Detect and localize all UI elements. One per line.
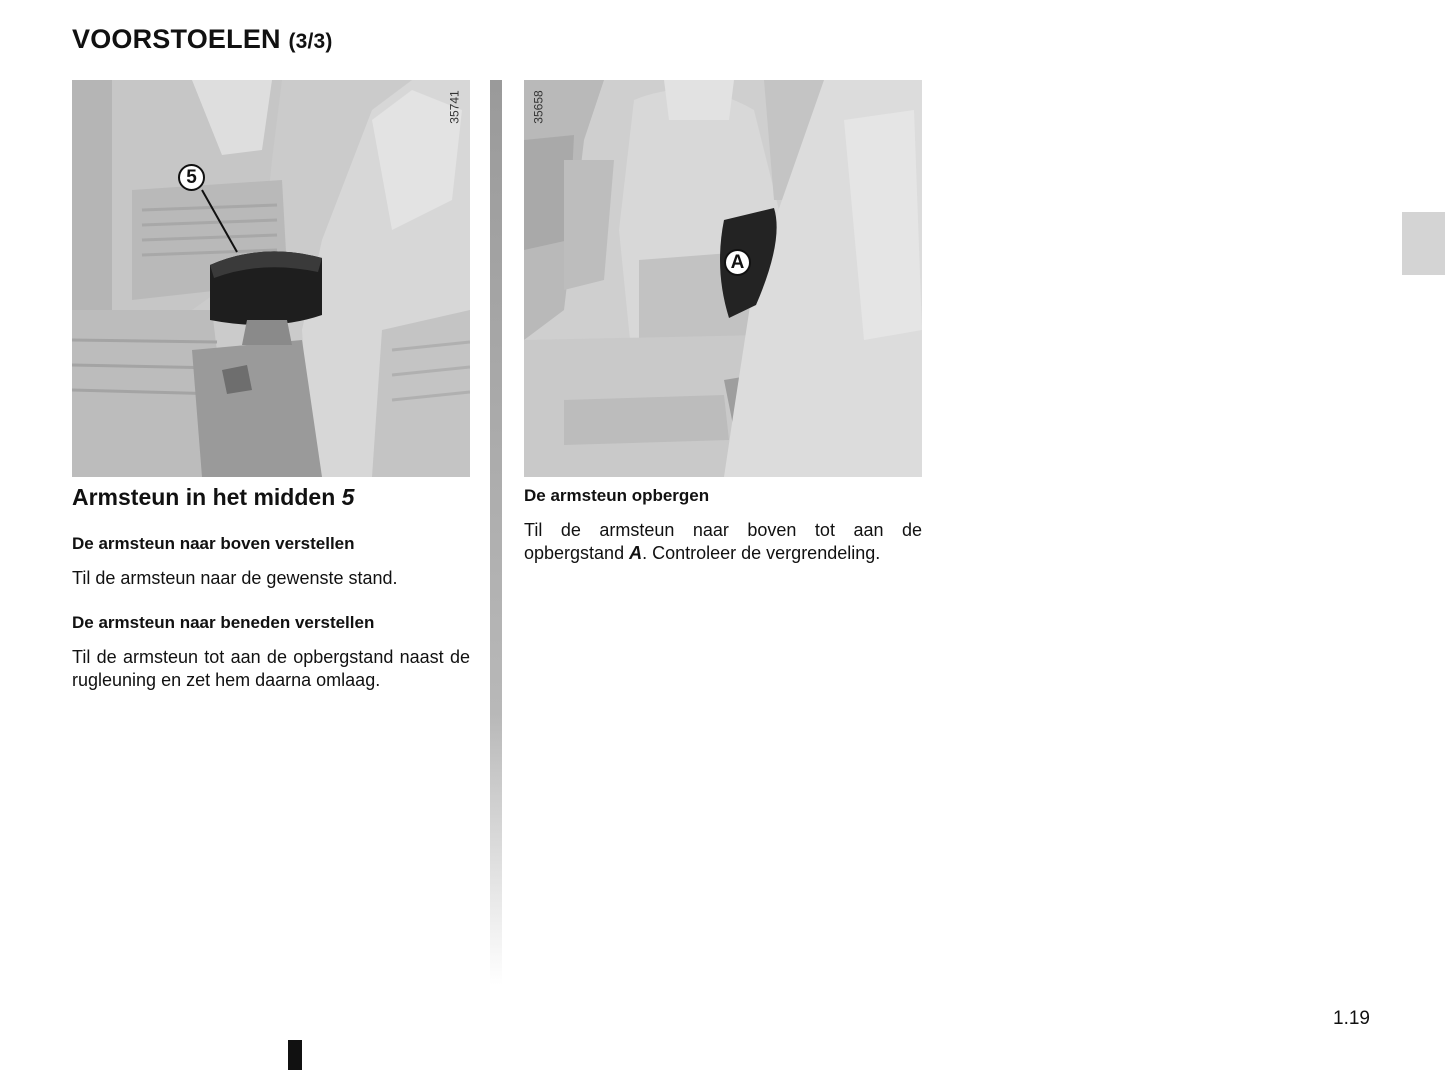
heading-reference: 5 (341, 484, 355, 510)
page-number: 1.19 (1333, 1008, 1370, 1029)
page-title-suffix: (3/3) (288, 30, 333, 53)
photo-code: 35658 (531, 90, 546, 124)
chapter-tab (1402, 212, 1445, 275)
paragraph-reference: A (629, 543, 643, 563)
callout-a: A (724, 249, 751, 276)
photo-code: 35741 (447, 90, 462, 124)
column-divider (490, 80, 502, 985)
armrest-stowed-photo (524, 80, 922, 477)
page-title (72, 24, 333, 55)
subheading-down: De armsteun naar beneden verstellen (72, 613, 375, 632)
section-heading: Armsteun in het midden 5 (72, 484, 355, 510)
armrest-center-photo (72, 80, 470, 477)
paragraph-stow: Til de armsteun naar boven tot aan de opbergstand A. Controleer de vergrendeling. (524, 520, 922, 563)
subheading-up: De armsteun naar boven verstellen (72, 534, 355, 553)
subheading-stow: De armsteun opbergen (524, 486, 710, 505)
footer-mark (288, 1040, 302, 1070)
paragraph-up: Til de armsteun naar de gewenste stand. (72, 568, 398, 588)
page-title-text: VOORSTOELEN (72, 24, 281, 54)
paragraph-down: Til de armsteun tot aan de opbergstand naast de rugleuning en zet hem daarna omlaag. (72, 647, 470, 690)
callout-5: 5 (178, 164, 205, 191)
